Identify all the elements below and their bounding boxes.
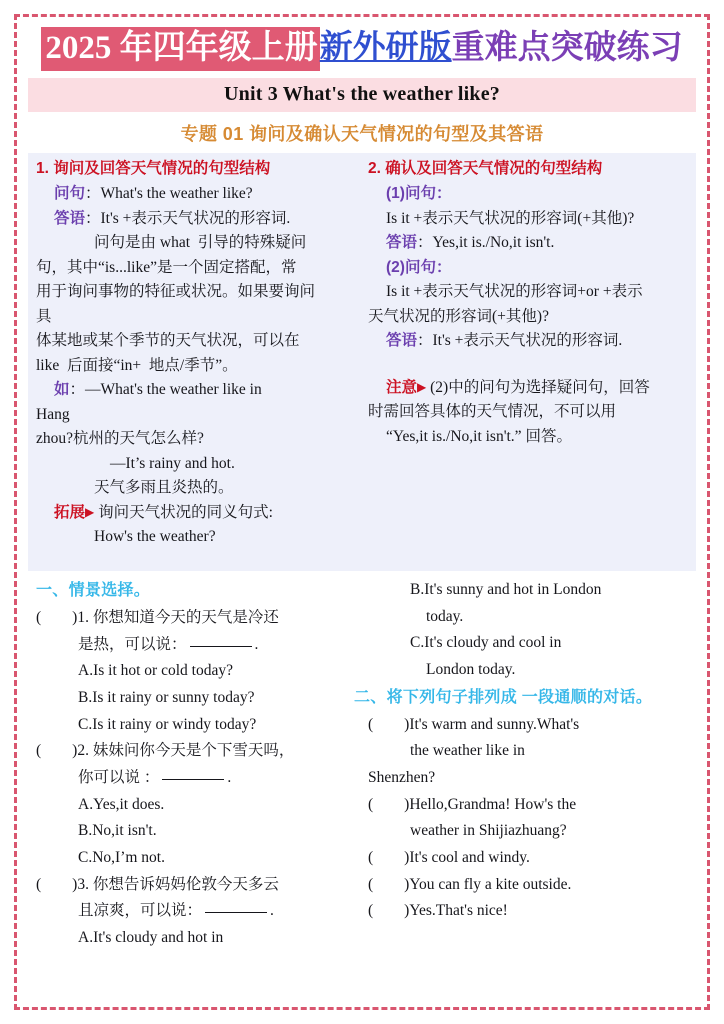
option-b-continued[interactable]: B.It's sunny and hot in London [410,581,602,598]
question-stem-line2: 是热，可以说： [78,635,187,653]
explanation-line-2: 句，其中“is...like”是一个固定搭配，常 [36,258,297,276]
section-2-title: 2. 确认及回答天气情况的句型结构 [368,160,603,177]
example-line-4: —It’s rainy and hot. [110,454,235,472]
confirm-q1-answer-text: ：Yes,it is./No,it isn't. [417,234,555,252]
ordering-item-text: It's cool and windy. [409,848,530,866]
question-stem-cont [36,898,356,925]
answer-blank[interactable] [162,779,224,780]
ordering-item-cont2: Shenzhen? [368,768,436,786]
unit-banner: Unit 3 What's the weather like? [28,78,696,112]
panel-column-left [28,157,362,565]
triangle-marker-icon: ▶ [85,504,95,519]
question-stem: 妹妹问你今天是个下雪天吗， [92,742,295,760]
ordering-item[interactable] [368,872,690,899]
stem-tail: . [270,902,274,920]
ordering-item-cont: the weather like in [410,742,525,760]
answer-pattern-text: ：It's +表示天气状况的形容词. [85,209,291,227]
exercise-column-right [354,577,696,952]
answer-bracket[interactable]: ( ) [368,848,410,866]
option-a[interactable]: A.It's cloudy and hot in [78,928,224,946]
label-example: 如 [54,381,70,399]
label-answer-q2: 答语 [386,332,418,350]
explanation-line-1: 问句是由 what 引导的特殊疑问 [94,234,307,252]
confirm-q2-answer-row [368,329,690,353]
note-row [368,376,690,400]
option-c[interactable]: C.Is it rainy or windy today? [78,715,257,733]
option-c[interactable]: C.No,I’m not. [78,848,165,866]
confirm-q2-answer-text: ：It's +表示天气状况的形容词. [417,332,623,350]
ordering-item[interactable] [368,712,690,739]
question-row[interactable] [36,738,356,765]
option-b[interactable]: B.No,it isn't. [78,822,157,840]
ordering-item[interactable] [368,845,690,872]
panel-column-right [362,157,696,565]
ordering-item[interactable] [368,792,690,819]
example-line-1: ：—What's the weather like in [69,381,262,399]
question-stem: 你想知道今天的天气是冷还 [92,609,279,626]
exercises-area [28,577,696,952]
answer-blank[interactable] [205,912,267,913]
title-segment-highlight: 2025 年四年级上册 [41,27,319,71]
option-c-continued[interactable]: C.It's cloudy and cool in [410,634,562,652]
confirm-q1-pattern: Is it +表示天气状况的形容词(+其他)? [386,209,635,227]
option-b-wrap: today. [426,607,464,625]
note-line-1: (2)中的问句为选择疑问句，回答 [430,378,650,396]
question-stem-line2: 且凉爽，可以说： [78,902,203,920]
section-1-title: 1. 询问及回答天气情况的句型结构 [36,160,271,177]
label-note: 注意 [386,378,418,396]
answer-bracket[interactable]: ( ) [368,902,410,920]
title-segment-link: 新外研版 [319,30,452,66]
note-line-3: “Yes,it is./No,it isn't.” 回答。 [386,427,572,445]
example-line-3: zhou?杭州的天气怎么样? [36,430,204,448]
answer-bracket[interactable]: ( ) [368,875,410,893]
knowledge-panel [28,153,696,571]
question-number: 1. [77,609,89,626]
ordering-item-cont: weather in Shijiazhuang? [410,822,567,840]
answer-bracket[interactable]: ( ) [368,715,410,733]
answer-pattern-row [36,207,356,231]
question-pattern-text: ：What's the weather like? [85,185,253,203]
question-stem-cont [36,765,356,792]
answer-bracket[interactable]: ( ) [368,795,410,813]
question-row[interactable] [36,605,356,632]
confirm-q1-answer-row [368,231,690,255]
answer-bracket[interactable]: ( ) [36,609,78,626]
label-extend: 拓展 [54,503,86,521]
exercise-section-one-heading: 一、情景选择。 [36,582,151,599]
extend-sentence: How's the weather? [94,528,216,546]
ordering-item-text: You can fly a kite outside. [409,875,572,893]
note-line-2: 时需回答具体的天气情况，不可以用 [368,403,617,421]
answer-bracket[interactable]: ( ) [36,742,78,760]
exercise-section-two-heading: 二、将下列句子排列成 一段通顺的对话。 [354,688,653,706]
ordering-item[interactable] [368,898,690,925]
page-title [28,32,696,65]
confirm-q2-pattern-line-1: Is it +表示天气状况的形容词+or +表示 [386,283,643,301]
confirm-q2-label: (2)问句： [386,258,452,276]
page-content [28,32,696,1024]
question-row[interactable] [36,872,356,899]
option-a[interactable]: A.Is it hot or cold today? [78,662,233,680]
label-answer-q1: 答语 [386,234,418,252]
extend-row [36,501,356,525]
option-b[interactable]: B.Is it rainy or sunny today? [78,688,255,706]
label-question: 问句 [54,185,86,203]
example-line-2: Hang [36,405,70,423]
confirm-q1-label: (1)问句： [386,185,452,203]
question-stem-line2: 你可以说 ： [78,768,160,786]
answer-blank[interactable] [190,646,252,647]
question-stem-cont [36,632,356,659]
exercise-column-left [28,577,362,952]
note-spacer [368,354,690,376]
answer-bracket[interactable]: ( ) [36,875,78,893]
example-row [36,378,356,402]
stem-tail: . [254,635,259,653]
confirm-q2-pattern-line-2: 天气状况的形容词(+其他)? [368,307,549,325]
question-number: 3. [77,875,89,893]
ordering-item-text: It's warm and sunny.What's [409,715,580,733]
question-pattern-row [36,182,356,206]
triangle-marker-note-icon: ▶ [417,379,427,394]
stem-tail: . [227,768,232,786]
topic-heading: 专题 01 询问及确认天气情况的句型及其答语 [180,124,544,144]
example-line-5: 天气多雨且炎热的。 [94,479,234,497]
option-a[interactable]: A.Yes,it does. [78,795,165,813]
extend-text: 询问天气状况的同义句式: [98,503,273,521]
explanation-line-5: 体某地或某个季节的天气状况，可以在 [36,332,300,350]
title-segment-purple: 重难点突破练习 [451,30,683,66]
question-stem: 你想告诉妈妈伦敦今天多云 [92,875,279,893]
explanation-line-3: 用于询问事物的特征或状况。如果要询问 [36,283,316,301]
explanation-line-6: like 后面接“in+ 地点/季节”。 [36,356,238,374]
ordering-item-text: Yes.That's nice! [409,902,508,920]
ordering-item-text: Hello,Grandma! How's the [409,795,577,813]
question-number: 2. [77,742,89,760]
option-c-wrap: London today. [426,660,516,678]
explanation-line-4: 具 [36,307,52,325]
label-answer: 答语 [54,209,86,227]
